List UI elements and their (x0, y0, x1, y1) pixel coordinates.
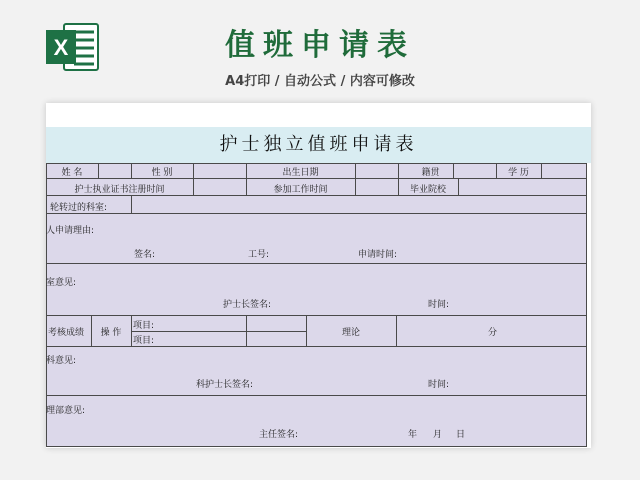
svg-text:X: X (53, 35, 69, 60)
item1-score-field[interactable] (247, 316, 306, 331)
management-opinion-label: 理部意见: (46, 406, 86, 416)
item2-label: 项目: (133, 336, 155, 346)
gender-label: 性 别 (151, 168, 173, 178)
job-no-label: 工号: (248, 250, 270, 260)
theory-score-field[interactable] (397, 316, 477, 346)
form-title: 护士独立值班申请表 (46, 127, 591, 163)
cert-time-field[interactable] (194, 179, 246, 195)
education-label: 学 历 (508, 168, 529, 178)
dept-rotated-field[interactable] (132, 196, 586, 213)
director-sign-label: 主任签名: (259, 430, 299, 440)
head-sign-label: 护士长签名: (223, 300, 272, 310)
name-field[interactable] (99, 164, 131, 178)
page-header (0, 0, 640, 100)
dept-rotated-label: 轮转过的科室: (50, 203, 108, 213)
reason-label: 人申请理由: (46, 226, 95, 236)
assess-label: 考核成绩 (48, 328, 85, 338)
gender-field[interactable] (194, 164, 246, 178)
cert-time-label: 护士执业证书注册时间 (74, 185, 165, 195)
birth-field[interactable] (356, 164, 398, 178)
dept-opinion-label: 室意见: (46, 278, 77, 288)
form-sheet (46, 103, 591, 448)
day-label: 日 (456, 430, 466, 440)
dept-time-label: 时间: (428, 300, 450, 310)
school-field[interactable] (459, 179, 586, 195)
item1-label: 项目: (133, 321, 155, 331)
division-time-label: 时间: (428, 380, 450, 390)
apply-time-label: 申请时间: (358, 250, 398, 260)
division-head-sign-label: 科护士长签名: (196, 380, 254, 390)
sign-label: 签名: (134, 250, 156, 260)
score-unit-label: 分 (488, 328, 498, 338)
education-field[interactable] (542, 164, 586, 178)
name-label: 姓 名 (61, 168, 83, 178)
birth-label: 出生日期 (282, 168, 319, 178)
origin-field[interactable] (454, 164, 496, 178)
work-time-field[interactable] (356, 179, 398, 195)
origin-label: 籍贯 (421, 168, 440, 178)
page-title: 值班申请表 (225, 28, 415, 63)
theory-label: 理论 (341, 328, 360, 338)
month-label: 月 (433, 430, 443, 440)
operation-label: 操 作 (100, 328, 122, 338)
school-label: 毕业院校 (409, 185, 446, 195)
year-label: 年 (408, 430, 418, 440)
work-time-label: 参加工作时间 (273, 185, 328, 195)
division-opinion-label: 科意见: (46, 356, 77, 366)
form-grid (46, 163, 587, 447)
item2-score-field[interactable] (247, 332, 306, 346)
page-subtitle: A4打印 / 自动公式 / 内容可修改 (225, 74, 415, 89)
